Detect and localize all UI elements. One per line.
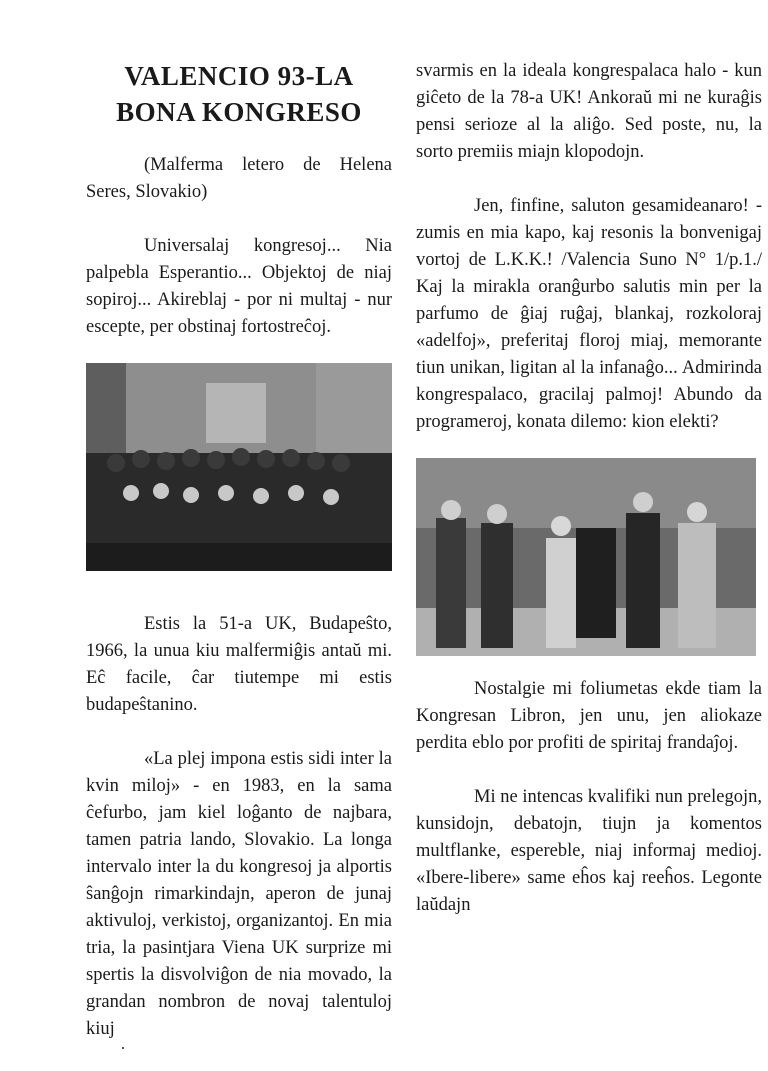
- title-line-1: VALENCIO 93-LA: [124, 61, 354, 91]
- budapest-paragraph: Estis la 51-a UK, Budapeŝto, 1966, la unua kiu malfermiĝis antaŭ mi. Eĉ facile, ĉar tiutempe mi estis budapeŝtanino.: [86, 614, 392, 715]
- article-title: [86, 58, 392, 130]
- stage-photo-image: [416, 458, 756, 656]
- left-column: [86, 58, 392, 1043]
- nostalgia-paragraph: Nostalgie mi foliumetas ekde tiam la Kongresan Libron, jen unu, jen aliokaze perdita eblo por profiti de spiritaj frandaĵoj.: [416, 679, 762, 753]
- group-photo: [86, 363, 392, 571]
- continued-paragraph: svarmis en la ideala kongrespalaca halo - kun giĉeto de la 78-a UK! Ankoraŭ mi ne kuraĝis pensi serioze al la aliĝo. Sed poste, nu, la sorto premiis miajn klopodojn.: [416, 61, 762, 162]
- quote-paragraph: «La plej impona estis sidi inter la kvin miloj» - en 1983, en la sama ĉefurbo, jam kiel loĝanto de najbara, tamen patria lando, Slovakio. La longa intervalo inter la du kongresoj ja alportis ŝanĝojn rimarkindajn, aperon de junaj aktivuloj, verkistoj, organizantoj. En mia tria, la pasintjara Viena UK surprize mi spertis la disvolviĝon de nia movado, la grandan nombron de novaj talentuloj kiuj: [86, 749, 392, 1039]
- title-line-2: BONA KONGRESO: [116, 97, 362, 127]
- intro-paragraph: Universalaj kongresoj... Nia palpebla Esperantio... Objektoj de niaj sopiroj... Akireblaj - por ni multaj - nur escepte, per obstinaj fortostreĉoj.: [86, 236, 392, 337]
- greeting-paragraph: Jen, finfine, saluton gesamideanaro! - zumis en mia kapo, kaj resonis la bonvenigaj vortoj de L.K.K.! /Valencia Suno N° 1/p.1./ Kaj la mirakla oranĝurbo salutis min per la parfumo de ĝiaj ruĝaj, blankaj, rozkoloraj «adelfoj», preferitaj floroj miaj, memorante tiun unikan, ligitan al la infanaĝo... Admirinda kongrespalaco, gracilaj palmoj! Abundo da programeroj, konata dilemo: kion elekti?: [416, 196, 762, 432]
- program-paragraph: Mi ne intencas kvalifiki nun prelegojn, kunsidojn, debatojn, tiujn ja komentos multflanke, espereble, niaj informaj medioj. «Ibere-libere» same eĥos kaj reeĥos. Legonte laŭdajn: [416, 787, 762, 915]
- right-column: [416, 58, 762, 919]
- scan-speck: [122, 1047, 124, 1049]
- group-photo-image: [86, 363, 392, 571]
- subtitle-paragraph: (Malferma letero de Helena Seres, Slovakio): [86, 155, 392, 202]
- stage-photo: [416, 458, 756, 656]
